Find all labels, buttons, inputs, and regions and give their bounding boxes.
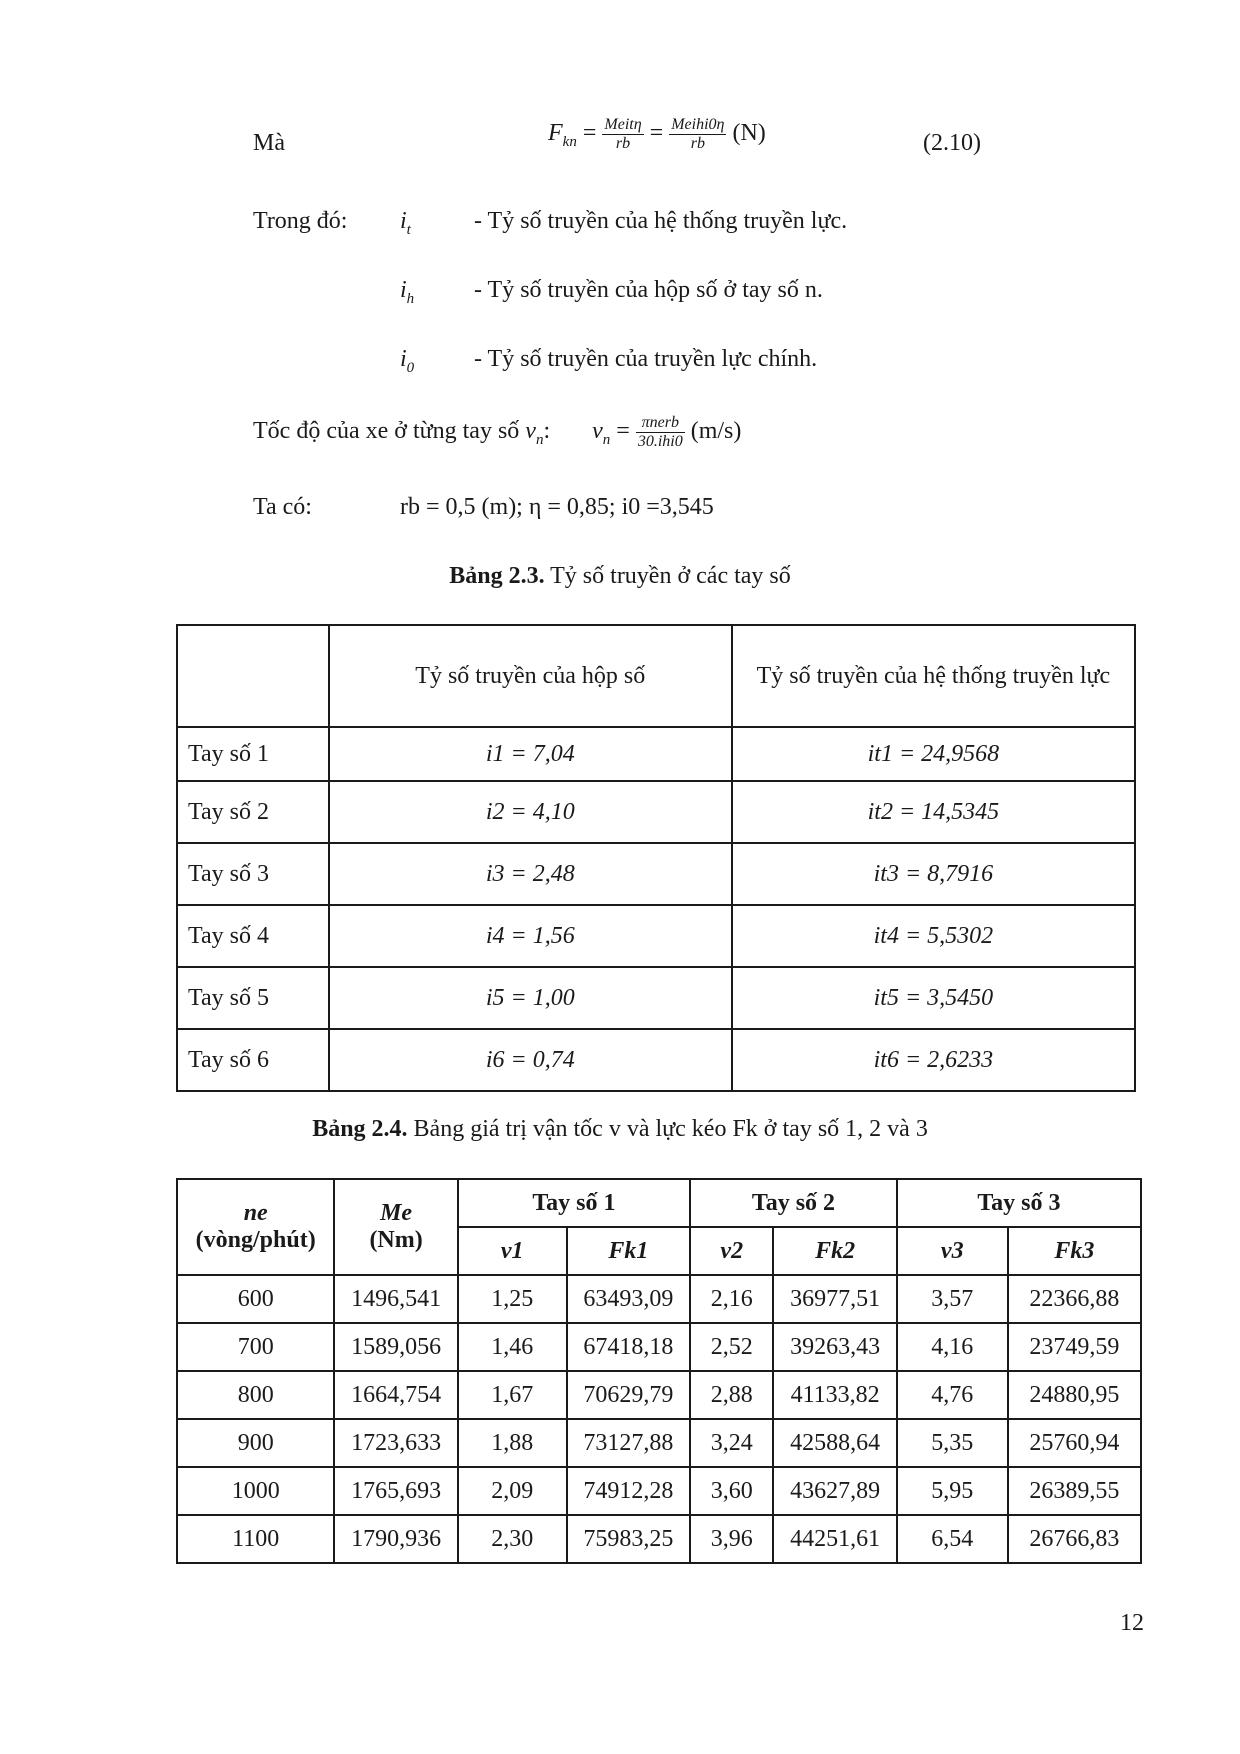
header-ne: ne (vòng/phút) [177,1179,334,1275]
table-row: Tay số 2 i2 = 4,10 it2 = 14,5345 [177,781,1135,843]
page-number: 12 [1120,1610,1144,1636]
fraction-2: $\frac{\text{Meihi0η}}{rb}$ [671,116,725,152]
table-2-3-caption: Bảng 2.3. Tỷ số truyền ở các tay số [449,563,791,589]
header-ih: Tỷ số truyền của hộp số [329,625,732,727]
subheader-v3: v3 [897,1227,1008,1275]
formula-2-10: $F_{kn}$ = $\frac{\text{Meitη}}{rb}$ = $\frac{\text{Meihi0η}}{rb}$ (N) [548,116,766,152]
def-symbol-i0: $i_0$ [400,346,415,376]
table-row: Tay số 4 i4 = 1,56 it4 = 5,5302 [177,905,1135,967]
header-gear-2: Tay số 2 [690,1179,897,1227]
given-values: rb = 0,5 (m); η = 0,85; i0 =3,545 [400,494,714,520]
equation-number: (2.10) [923,130,981,156]
given-lead: Ta có: [253,494,312,520]
subheader-v2: v2 [690,1227,773,1275]
speed-formula: Tốc độ của xe ở từng tay số $v_n$: $v_n$ = $\frac{\text{πnerb}}{\text{30.ihi0}}$ (m/s) [253,414,742,450]
fraction-1: $\frac{\text{Meitη}}{rb}$ [604,116,642,152]
table-2-4 [176,1178,1142,1564]
formula-lead: Mà [253,130,285,156]
table-row: Tay số 6 i6 = 0,74 it6 = 2,6233 [177,1029,1135,1091]
table-2-4-caption: Bảng 2.4. Bảng giá trị vận tốc v và lực kéo Fk ở tay số 1, 2 và 3 [312,1116,928,1142]
table-row: 1000 1765,693 2,09 74912,28 3,60 43627,89 5,95 26389,55 [177,1467,1141,1515]
table-header-row [177,1179,1141,1227]
table-2-3 [176,624,1136,1092]
table-row: Tay số 5 i5 = 1,00 it5 = 3,5450 [177,967,1135,1029]
def-symbol-ih: $i_h$ [400,277,415,307]
subheader-fk3: Fk3 [1008,1227,1141,1275]
subheader-fk2: Fk2 [773,1227,896,1275]
header-gear-1: Tay số 1 [458,1179,690,1227]
subheader-v1: v1 [458,1227,567,1275]
table-row: 600 1496,541 1,25 63493,09 2,16 36977,51 3,57 22366,88 [177,1275,1141,1323]
definitions-lead: Trong đó: [253,208,348,234]
table-row: 700 1589,056 1,46 67418,18 2,52 39263,43 4,16 23749,59 [177,1323,1141,1371]
def-symbol-it: $i_t$ [400,208,411,238]
table-row: 900 1723,633 1,88 73127,88 3,24 42588,64 5,35 25760,94 [177,1419,1141,1467]
def-text-i0: - Tỷ số truyền của truyền lực chính. [474,346,818,372]
table-row: Tay số 3 i3 = 2,48 it3 = 8,7916 [177,843,1135,905]
def-text-ih: - Tỷ số truyền của hộp số ở tay số n. [474,277,823,303]
table-row: Tay số 1 i1 = 7,04 it1 = 24,9568 [177,727,1135,781]
table-header-row [177,625,1135,727]
header-it: Tỷ số truyền của hệ thống truyền lực [732,625,1135,727]
subheader-fk1: Fk1 [567,1227,690,1275]
speed-fraction: $\frac{\text{πnerb}}{\text{30.ihi0}}$ [637,414,683,450]
table-row: 1100 1790,936 2,30 75983,25 3,96 44251,61 6,54 26766,83 [177,1515,1141,1563]
header-me: Me (Nm) [334,1179,457,1275]
def-text-it: - Tỷ số truyền của hệ thống truyền lực. [474,208,848,234]
table-row: 800 1664,754 1,67 70629,79 2,88 41133,82 4,76 24880,95 [177,1371,1141,1419]
header-gear-3: Tay số 3 [897,1179,1141,1227]
header-empty [177,625,329,727]
